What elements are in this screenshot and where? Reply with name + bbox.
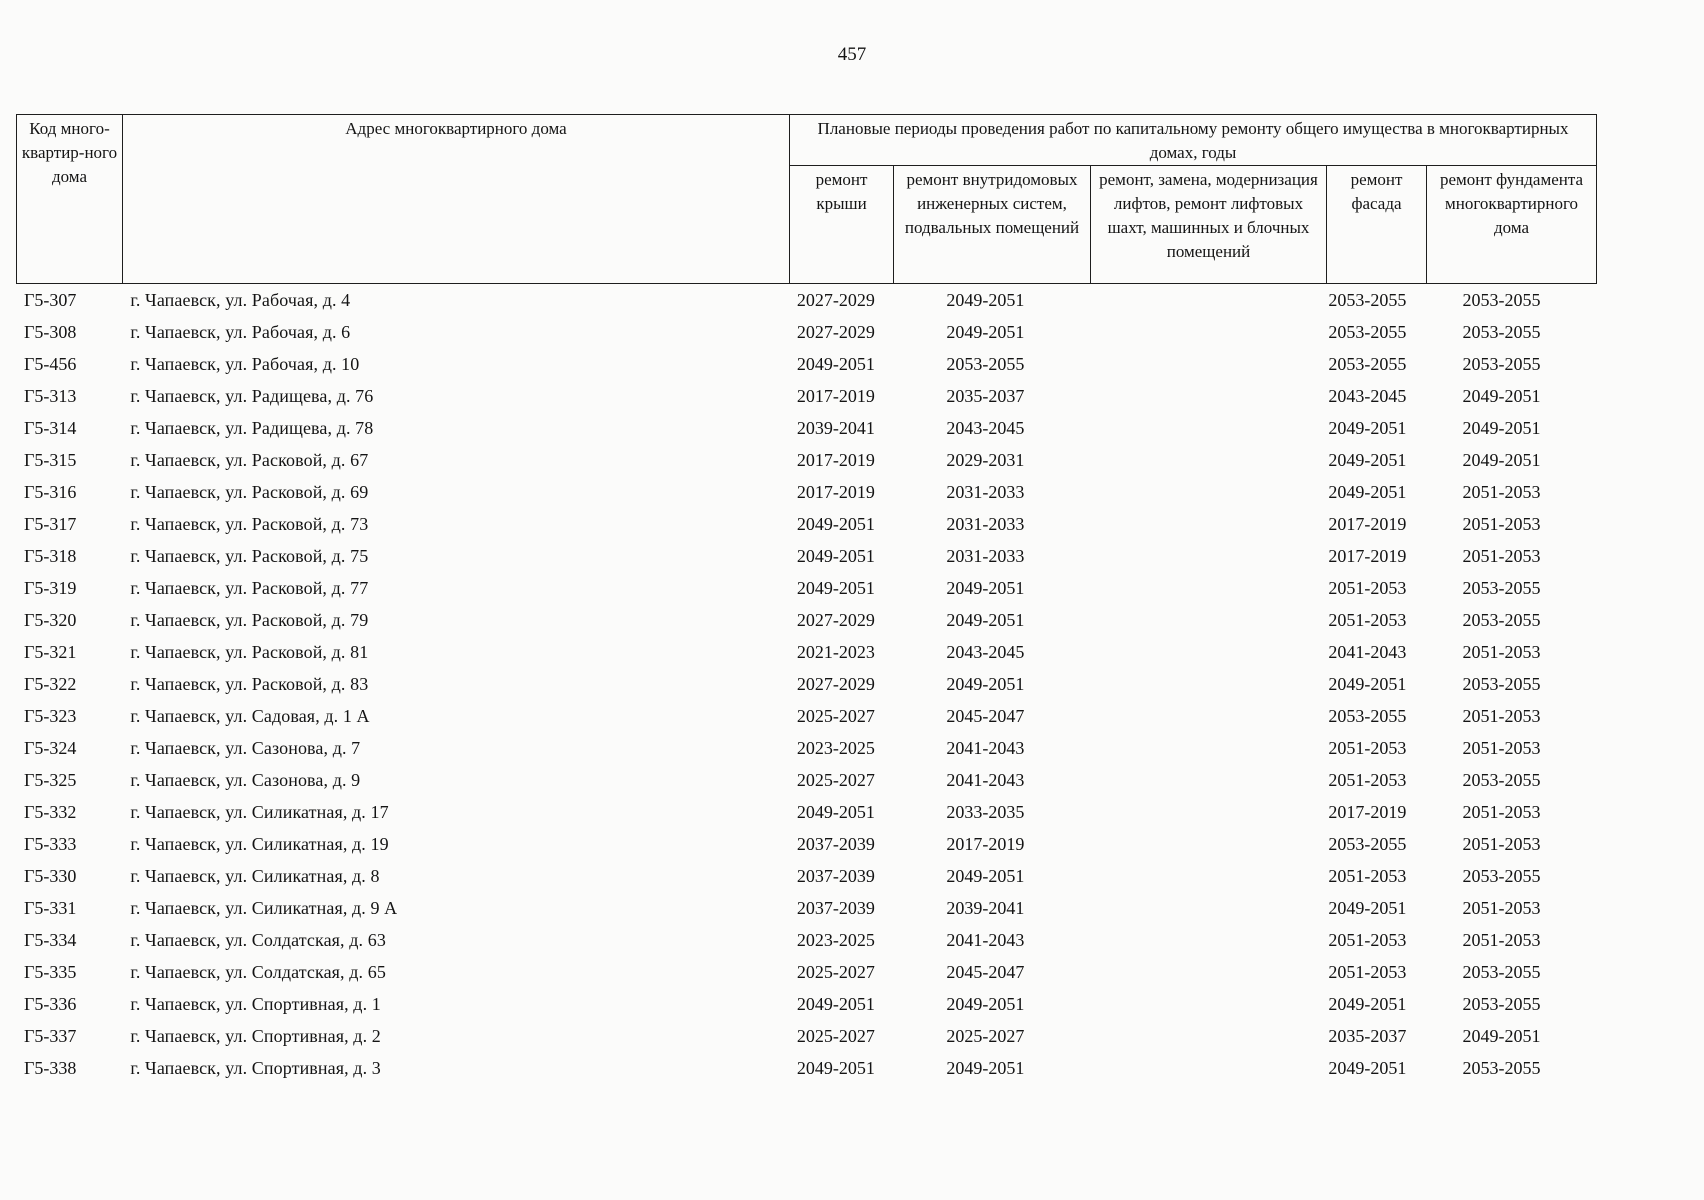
cell-foundation: 2053-2055 — [1462, 1058, 1541, 1078]
cell-engineering: 2049-2051 — [946, 610, 1025, 630]
cell-code: Г5-325 — [24, 770, 77, 790]
cell-engineering: 2031-2033 — [946, 546, 1025, 566]
table-row — [16, 924, 1586, 956]
cell-engineering: 2049-2051 — [946, 674, 1025, 694]
cell-foundation: 2053-2055 — [1462, 610, 1541, 630]
cell-code: Г5-456 — [24, 354, 77, 374]
cell-facade: 2017-2019 — [1328, 514, 1407, 534]
cell-foundation: 2051-2053 — [1462, 482, 1541, 502]
cell-elevators — [1083, 380, 1317, 412]
cell-elevators — [1083, 1020, 1317, 1052]
cell-foundation: 2053-2055 — [1462, 354, 1541, 374]
cell-elevators — [1083, 572, 1317, 604]
header-facade: ремонт фасада — [1327, 166, 1427, 284]
cell-elevators — [1083, 604, 1317, 636]
cell-engineering: 2041-2043 — [946, 770, 1025, 790]
cell-elevators — [1083, 348, 1317, 380]
table-row — [16, 508, 1586, 540]
cell-code: Г5-330 — [24, 866, 77, 886]
cell-engineering: 2017-2019 — [946, 834, 1025, 854]
cell-elevators — [1083, 476, 1317, 508]
cell-address: г. Чапаевск, ул. Садовая, д. 1 А — [130, 706, 370, 726]
table-row — [16, 1020, 1586, 1052]
cell-code: Г5-324 — [24, 738, 77, 758]
cell-address: г. Чапаевск, ул. Силикатная, д. 19 — [130, 834, 389, 854]
repair-schedule-sheet — [16, 114, 1586, 1084]
cell-engineering: 2049-2051 — [946, 578, 1025, 598]
cell-foundation: 2051-2053 — [1462, 802, 1541, 822]
cell-foundation: 2053-2055 — [1462, 962, 1541, 982]
cell-address: г. Чапаевск, ул. Солдатская, д. 63 — [130, 930, 386, 950]
table-row — [16, 956, 1586, 988]
cell-address: г. Чапаевск, ул. Спортивная, д. 2 — [130, 1026, 381, 1046]
cell-foundation: 2051-2053 — [1462, 514, 1541, 534]
cell-foundation: 2053-2055 — [1462, 770, 1541, 790]
header-engineering: ремонт внутридомовых инженерных систем, подвальных помещений — [894, 166, 1091, 284]
cell-engineering: 2045-2047 — [946, 706, 1025, 726]
cell-facade: 2051-2053 — [1328, 930, 1407, 950]
cell-address: г. Чапаевск, ул. Силикатная, д. 8 — [130, 866, 380, 886]
cell-foundation: 2049-2051 — [1462, 1026, 1541, 1046]
cell-elevators — [1083, 732, 1317, 764]
cell-foundation: 2053-2055 — [1462, 866, 1541, 886]
cell-elevators — [1083, 412, 1317, 444]
cell-roof: 2025-2027 — [796, 770, 875, 790]
cell-facade: 2017-2019 — [1328, 546, 1407, 566]
cell-elevators — [1083, 924, 1317, 956]
cell-elevators — [1083, 796, 1317, 828]
header-address: Адрес многоквартирного дома — [123, 115, 790, 284]
cell-address: г. Чапаевск, ул. Рабочая, д. 4 — [130, 290, 351, 310]
cell-roof: 2025-2027 — [796, 962, 875, 982]
cell-facade: 2035-2037 — [1328, 1026, 1407, 1046]
cell-roof: 2049-2051 — [796, 994, 875, 1014]
cell-address: г. Чапаевск, ул. Солдатская, д. 65 — [130, 962, 386, 982]
cell-engineering: 2031-2033 — [946, 514, 1025, 534]
cell-elevators — [1083, 636, 1317, 668]
cell-address: г. Чапаевск, ул. Силикатная, д. 17 — [130, 802, 389, 822]
table-row — [16, 732, 1586, 764]
table-row — [16, 572, 1586, 604]
cell-facade: 2053-2055 — [1328, 290, 1407, 310]
table-row — [16, 476, 1586, 508]
table-row — [16, 380, 1586, 412]
cell-roof: 2017-2019 — [796, 450, 875, 470]
cell-engineering: 2035-2037 — [946, 386, 1025, 406]
cell-engineering: 2049-2051 — [946, 866, 1025, 886]
cell-foundation: 2051-2053 — [1462, 738, 1541, 758]
table-row — [16, 860, 1586, 892]
cell-facade: 2049-2051 — [1328, 450, 1407, 470]
header-planned-periods: Плановые периоды проведения работ по капитальному ремонту общего имущества в многоквартирных домах, годы — [790, 115, 1597, 166]
cell-elevators — [1083, 508, 1317, 540]
cell-code: Г5-315 — [24, 450, 77, 470]
cell-code: Г5-331 — [24, 898, 77, 918]
cell-code: Г5-318 — [24, 546, 77, 566]
cell-engineering: 2041-2043 — [946, 738, 1025, 758]
cell-elevators — [1083, 284, 1317, 316]
cell-roof: 2027-2029 — [796, 290, 875, 310]
table-row — [16, 988, 1586, 1020]
table-row — [16, 348, 1586, 380]
cell-code: Г5-335 — [24, 962, 77, 982]
cell-code: Г5-333 — [24, 834, 77, 854]
table-row — [16, 636, 1586, 668]
cell-address: г. Чапаевск, ул. Радищева, д. 76 — [130, 386, 374, 406]
cell-roof: 2027-2029 — [796, 610, 875, 630]
table-row — [16, 796, 1586, 828]
table-row — [16, 828, 1586, 860]
table-row — [16, 1052, 1586, 1084]
cell-address: г. Чапаевск, ул. Сазонова, д. 9 — [130, 770, 361, 790]
cell-elevators — [1083, 540, 1317, 572]
cell-foundation: 2053-2055 — [1462, 578, 1541, 598]
cell-engineering: 2049-2051 — [946, 994, 1025, 1014]
table-row — [16, 540, 1586, 572]
table-row — [16, 444, 1586, 476]
cell-facade: 2049-2051 — [1328, 898, 1407, 918]
cell-roof: 2049-2051 — [796, 514, 875, 534]
cell-code: Г5-322 — [24, 674, 77, 694]
table-header — [16, 114, 1597, 284]
cell-foundation: 2051-2053 — [1462, 898, 1541, 918]
cell-foundation: 2051-2053 — [1462, 930, 1541, 950]
cell-facade: 2043-2045 — [1328, 386, 1407, 406]
cell-address: г. Чапаевск, ул. Силикатная, д. 9 А — [130, 898, 398, 918]
cell-facade: 2051-2053 — [1328, 610, 1407, 630]
cell-foundation: 2051-2053 — [1462, 834, 1541, 854]
cell-code: Г5-334 — [24, 930, 77, 950]
cell-code: Г5-323 — [24, 706, 77, 726]
cell-code: Г5-336 — [24, 994, 77, 1014]
cell-facade: 2053-2055 — [1328, 322, 1407, 342]
cell-code: Г5-313 — [24, 386, 77, 406]
cell-engineering: 2043-2045 — [946, 642, 1025, 662]
cell-address: г. Чапаевск, ул. Расковой, д. 77 — [130, 578, 369, 598]
cell-roof: 2017-2019 — [796, 482, 875, 502]
cell-address: г. Чапаевск, ул. Расковой, д. 83 — [130, 674, 369, 694]
cell-address: г. Чапаевск, ул. Радищева, д. 78 — [130, 418, 374, 438]
cell-elevators — [1083, 892, 1317, 924]
cell-engineering: 2049-2051 — [946, 290, 1025, 310]
cell-roof: 2049-2051 — [796, 802, 875, 822]
cell-code: Г5-316 — [24, 482, 77, 502]
table-row — [16, 892, 1586, 924]
header-foundation: ремонт фундамента многоквартирного дома — [1427, 166, 1597, 284]
cell-roof: 2027-2029 — [796, 322, 875, 342]
cell-code: Г5-337 — [24, 1026, 77, 1046]
cell-roof: 2037-2039 — [796, 866, 875, 886]
cell-address: г. Чапаевск, ул. Расковой, д. 73 — [130, 514, 369, 534]
cell-address: г. Чапаевск, ул. Расковой, д. 69 — [130, 482, 369, 502]
cell-facade: 2053-2055 — [1328, 354, 1407, 374]
cell-address: г. Чапаевск, ул. Рабочая, д. 6 — [130, 322, 351, 342]
cell-foundation: 2049-2051 — [1462, 386, 1541, 406]
cell-roof: 2049-2051 — [796, 546, 875, 566]
cell-elevators — [1083, 988, 1317, 1020]
cell-foundation: 2049-2051 — [1462, 450, 1541, 470]
cell-engineering: 2033-2035 — [946, 802, 1025, 822]
cell-code: Г5-319 — [24, 578, 77, 598]
cell-foundation: 2053-2055 — [1462, 322, 1541, 342]
cell-roof: 2025-2027 — [796, 706, 875, 726]
cell-elevators — [1083, 828, 1317, 860]
cell-roof: 2017-2019 — [796, 386, 875, 406]
cell-foundation: 2049-2051 — [1462, 418, 1541, 438]
cell-facade: 2051-2053 — [1328, 578, 1407, 598]
cell-facade: 2049-2051 — [1328, 418, 1407, 438]
page-number: 457 — [837, 44, 867, 65]
table-body — [16, 284, 1586, 1084]
cell-code: Г5-308 — [24, 322, 77, 342]
cell-facade: 2041-2043 — [1328, 642, 1407, 662]
cell-code: Г5-320 — [24, 610, 77, 630]
cell-engineering: 2025-2027 — [946, 1026, 1025, 1046]
cell-facade: 2053-2055 — [1328, 834, 1407, 854]
cell-engineering: 2031-2033 — [946, 482, 1025, 502]
cell-facade: 2051-2053 — [1328, 770, 1407, 790]
cell-code: Г5-338 — [24, 1058, 77, 1078]
cell-address: г. Чапаевск, ул. Расковой, д. 75 — [130, 546, 369, 566]
cell-code: Г5-317 — [24, 514, 77, 534]
cell-foundation: 2051-2053 — [1462, 546, 1541, 566]
cell-foundation: 2051-2053 — [1462, 642, 1541, 662]
cell-foundation: 2053-2055 — [1462, 994, 1541, 1014]
cell-elevators — [1083, 956, 1317, 988]
header-code: Код много-квартир-ного дома — [17, 115, 123, 284]
table-row — [16, 284, 1586, 316]
cell-engineering: 2053-2055 — [946, 354, 1025, 374]
cell-roof: 2025-2027 — [796, 1026, 875, 1046]
cell-roof: 2023-2025 — [796, 738, 875, 758]
cell-address: г. Чапаевск, ул. Сазонова, д. 7 — [130, 738, 361, 758]
cell-engineering: 2029-2031 — [946, 450, 1025, 470]
cell-elevators — [1083, 444, 1317, 476]
cell-roof: 2039-2041 — [796, 418, 875, 438]
cell-address: г. Чапаевск, ул. Спортивная, д. 1 — [130, 994, 381, 1014]
cell-engineering: 2039-2041 — [946, 898, 1025, 918]
cell-address: г. Чапаевск, ул. Спортивная, д. 3 — [130, 1058, 381, 1078]
cell-facade: 2053-2055 — [1328, 706, 1407, 726]
cell-facade: 2017-2019 — [1328, 802, 1407, 822]
cell-facade: 2049-2051 — [1328, 1058, 1407, 1078]
table-row — [16, 316, 1586, 348]
cell-engineering: 2043-2045 — [946, 418, 1025, 438]
cell-roof: 2023-2025 — [796, 930, 875, 950]
cell-facade: 2051-2053 — [1328, 738, 1407, 758]
cell-elevators — [1083, 1052, 1317, 1084]
cell-address: г. Чапаевск, ул. Рабочая, д. 10 — [130, 354, 360, 374]
cell-elevators — [1083, 668, 1317, 700]
cell-engineering: 2045-2047 — [946, 962, 1025, 982]
cell-facade: 2049-2051 — [1328, 994, 1407, 1014]
table-row — [16, 700, 1586, 732]
cell-code: Г5-307 — [24, 290, 77, 310]
cell-code: Г5-314 — [24, 418, 77, 438]
table-row — [16, 412, 1586, 444]
cell-facade: 2051-2053 — [1328, 962, 1407, 982]
cell-code: Г5-332 — [24, 802, 77, 822]
cell-elevators — [1083, 316, 1317, 348]
cell-foundation: 2051-2053 — [1462, 706, 1541, 726]
cell-roof: 2027-2029 — [796, 674, 875, 694]
cell-engineering: 2049-2051 — [946, 1058, 1025, 1078]
cell-elevators — [1083, 764, 1317, 796]
cell-roof: 2049-2051 — [796, 354, 875, 374]
table-row — [16, 764, 1586, 796]
cell-facade: 2049-2051 — [1328, 674, 1407, 694]
cell-address: г. Чапаевск, ул. Расковой, д. 67 — [130, 450, 369, 470]
cell-code: Г5-321 — [24, 642, 77, 662]
cell-elevators — [1083, 860, 1317, 892]
cell-elevators — [1083, 700, 1317, 732]
cell-roof: 2037-2039 — [796, 898, 875, 918]
cell-address: г. Чапаевск, ул. Расковой, д. 81 — [130, 642, 369, 662]
cell-engineering: 2041-2043 — [946, 930, 1025, 950]
table-row — [16, 604, 1586, 636]
cell-roof: 2021-2023 — [796, 642, 875, 662]
cell-foundation: 2053-2055 — [1462, 290, 1541, 310]
cell-facade: 2049-2051 — [1328, 482, 1407, 502]
table-row — [16, 668, 1586, 700]
cell-facade: 2051-2053 — [1328, 866, 1407, 886]
cell-address: г. Чапаевск, ул. Расковой, д. 79 — [130, 610, 369, 630]
cell-engineering: 2049-2051 — [946, 322, 1025, 342]
cell-roof: 2037-2039 — [796, 834, 875, 854]
cell-roof: 2049-2051 — [796, 578, 875, 598]
header-elevators: ремонт, замена, модернизация лифтов, ремонт лифтовых шахт, машинных и блочных помещений — [1091, 166, 1327, 284]
cell-foundation: 2053-2055 — [1462, 674, 1541, 694]
cell-roof: 2049-2051 — [796, 1058, 875, 1078]
header-roof: ремонт крыши — [790, 166, 894, 284]
